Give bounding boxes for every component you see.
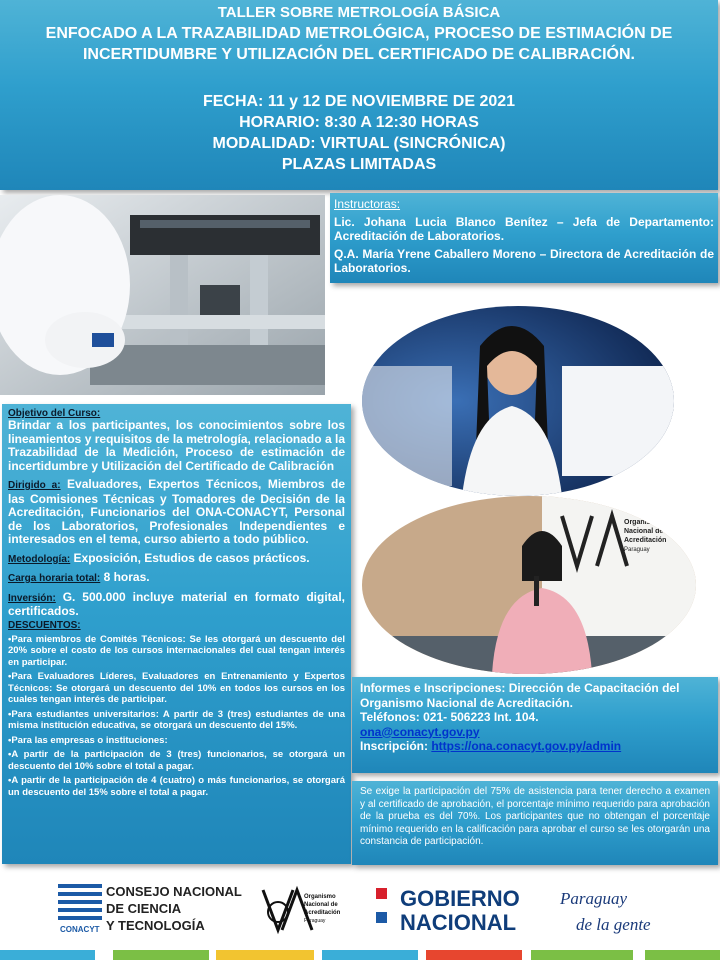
instructoras-label: Instructoras: xyxy=(334,197,401,211)
descuentos-label: DESCUENTOS: xyxy=(8,619,81,631)
instructora-1: Lic. Johana Lucia Blanco Benítez – Jefa de Departamento: Acreditación de Laboratorios. xyxy=(334,215,714,243)
dirigido-label: Dirigido a: xyxy=(8,480,61,491)
ona-line-3: Acreditación xyxy=(304,910,341,916)
descuento-item: •A partir de la participación de 4 (cuatro) o más funcionarios, se otorgará un descuento del 15% sobre el total a pagar. xyxy=(8,775,345,798)
plazas: PLAZAS LIMITADAS xyxy=(281,156,437,173)
inscripcion-label: Inscripción: xyxy=(360,739,432,753)
carga-text: 8 horas. xyxy=(100,570,150,584)
header-banner xyxy=(0,0,718,190)
descuento-item: •Para estudiantes universitarios: A partir de 3 (tres) estudiantes de una misma institución educativa, se otorgará un descuento del 15%. xyxy=(8,708,345,731)
horario: HORARIO: 8:30 A 12:30 HORAS xyxy=(239,114,479,131)
descuento-item: •Para miembros de Comités Técnicos: Se les otorgará un descuento del 20% sobre el costo de los cursos internacionales del cual tengan interés en participar. xyxy=(8,633,345,668)
requisitos-panel xyxy=(352,781,718,865)
informes-text: Informes e Inscripciones: Dirección de Capacitación del Organismo Nacional de Acreditación. xyxy=(360,681,680,710)
ona-logo xyxy=(263,890,341,930)
carga-label: Carga horaria total: xyxy=(8,573,101,584)
sign-org-line-4: Paraguay xyxy=(624,547,650,553)
lab-photo xyxy=(0,195,325,395)
conacyt-line-1: CONSEJO NACIONAL xyxy=(106,884,242,899)
objetivo-text: Brindar a los participantes, los conocimientos sobre los lineamientos y requisitos de la metrología, relacionado a la Trazabilidad de la Medición, Proceso de estimación de incertidumbre y Utilización del Certificado de Calibración xyxy=(8,418,345,473)
inscripcion-link[interactable]: https://ona.conacyt.gov.py/admin xyxy=(431,739,622,753)
ona-line-1: Organismo xyxy=(304,894,336,900)
instructor-photo-1 xyxy=(362,306,674,496)
course-info-panel xyxy=(2,404,351,864)
footer-bar xyxy=(216,950,314,960)
sign-org-line-2: Nacional de xyxy=(624,528,664,535)
title-line-3: INCERTIDUMBRE Y UTILIZACIÓN DEL CERTIFICADO DE CALIBRACIÓN. xyxy=(82,46,635,63)
gobierno-nacional-logo xyxy=(376,886,520,935)
informes-panel xyxy=(352,677,718,773)
fecha: FECHA: 11 y 12 DE NOVIEMBRE DE 2021 xyxy=(202,93,516,110)
requisitos-text: Se exige la participación del 75% de asistencia para tener derecho a examen y al certificado de aprobación, el porcentaje mínimo requerido para aprobación de la prueba es del 70%. Los participantes que no obtengan el porcentaje mínimo requerido en la calificación para aprobar el curso se les otorgarán una constancia de participación. xyxy=(360,786,710,847)
conacyt-abbr: CONACYT xyxy=(60,925,100,934)
title-line-1: TALLER SOBRE METROLOGÍA BÁSICA xyxy=(217,4,501,21)
descuento-item: •Para las empresas o instituciones: xyxy=(8,734,168,746)
ona-line-4: Paraguay xyxy=(304,918,326,924)
footer-bar xyxy=(0,950,95,960)
title-line-2: ENFOCADO A LA TRAZABILIDAD METROLÓGICA, PROCESO DE ESTIMACIÓN DE xyxy=(45,25,673,42)
ona-line-2: Nacional de xyxy=(304,902,338,908)
sign-org-line-1: Organismo xyxy=(624,519,661,526)
footer-bar xyxy=(531,950,633,960)
metodologia-label: Metodología: xyxy=(8,553,71,565)
descuento-item: •A partir de la participación de 3 (tres) funcionarios, se otorgará un descuento del 10% sobre el total a pagar. xyxy=(8,749,345,772)
paraguay-de-la-gente-logo xyxy=(559,889,651,934)
descuento-item: •Para Evaluadores Líderes, Evaluadores en Entrenamiento y Expertos Técnicos: Se otorgará un descuento del 10% en todos los cursos en los cuales tengan interés de participar. xyxy=(8,671,345,705)
footer-logos xyxy=(0,870,720,960)
instructoras-panel xyxy=(330,193,718,283)
email-link[interactable]: ona@conacyt.gov.py xyxy=(360,724,480,739)
footer-bar xyxy=(113,950,209,960)
metodologia-text: Exposición, Estudios de casos prácticos. xyxy=(70,550,310,565)
footer-bar xyxy=(426,950,522,960)
instructora-2: Q.A. María Yrene Caballero Moreno – Directora de Acreditación de Laboratorios. xyxy=(334,247,714,275)
conacyt-line-3: Y TECNOLOGÍA xyxy=(106,918,205,933)
gobierno-line-2: NACIONAL xyxy=(400,910,517,935)
gobierno-line-1: GOBIERNO xyxy=(400,886,520,911)
inversion-text: G. 500.000 incluye material en formato digital, certificados. xyxy=(8,589,345,618)
footer-bar xyxy=(645,950,720,960)
paraguay-line-1: Paraguay xyxy=(560,889,628,908)
conacyt-logo xyxy=(58,884,242,934)
sign-org-line-3: Acreditación xyxy=(624,537,667,544)
modalidad: MODALIDAD: VIRTUAL (SINCRÓNICA) xyxy=(212,135,506,152)
footer-bar xyxy=(322,950,418,960)
conacyt-line-2: DE CIENCIA xyxy=(106,901,182,916)
paraguay-line-2: de la gente xyxy=(576,915,651,934)
instructor-photo-2 xyxy=(362,496,696,674)
inversion-label: Inversión: xyxy=(8,592,56,604)
objetivo-label: Objetivo del Curso: xyxy=(8,408,101,419)
dirigido-text: Evaluadores, Expertos Técnicos, Miembros de las Comisiones Técnicas y Tomadores de Decisión de la Acreditación, Funcionarios del ONA-CONACYT, Personal de los Laboratorios, Profesionales Independientes e interesados en el tema, curso abierto a todo público. xyxy=(8,477,345,546)
telefonos: Teléfonos: 021- 506223 Int. 104. xyxy=(360,710,539,724)
